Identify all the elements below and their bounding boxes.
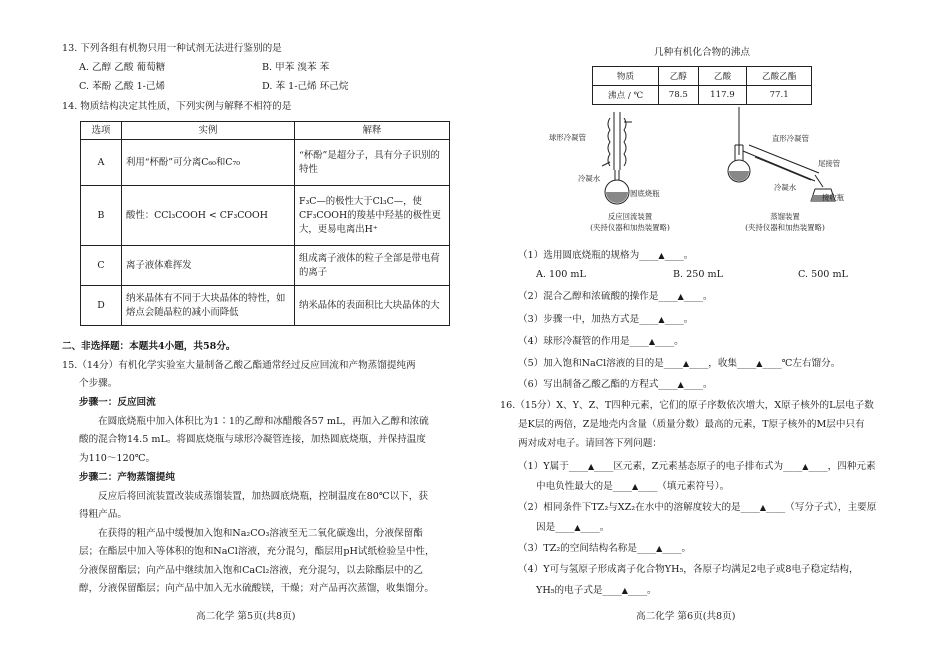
step1-line2: 酸的混合物14.5 mL。将圆底烧瓶与球形冷凝管连接，加热圆底烧瓶，并保持温度 xyxy=(79,434,426,445)
table-row xyxy=(81,246,450,286)
q16-sub2-line2: 因是____▲____。 xyxy=(536,522,610,533)
q15-stem-line2: 个步骤。 xyxy=(79,378,118,389)
answer-blank: ▲ xyxy=(574,523,581,532)
q16-sub3-text: （3）TZ₂的空间结构名称是 xyxy=(518,543,637,554)
answer-blank: ▲ xyxy=(802,462,809,471)
step2-line5: 分液保留酯层；向产品中继续加入饱和CaCl₂溶液，充分混匀，以去除酯层中的乙 xyxy=(79,565,423,576)
bp-value: 77.1 xyxy=(747,86,812,105)
q16-sub1-text: （1）Y属于 xyxy=(518,461,569,472)
q14-table xyxy=(80,121,450,326)
q14-row-option: C xyxy=(81,246,122,286)
q13-option-a: A. 乙醇 乙酸 葡萄糖 xyxy=(79,62,166,73)
q16-sub1-line2: 中电负性最大的是____▲____（填元素符号）。 xyxy=(536,481,730,492)
q15-sub1: （1）选用圆底烧瓶的规格为____▲____。 xyxy=(518,250,694,261)
caption-distillation: 蒸馏装置 xyxy=(770,212,800,221)
bp-header: 乙醇 xyxy=(658,67,698,86)
bp-header: 乙酸 xyxy=(698,67,747,86)
bp-header: 乙酸乙酯 xyxy=(747,67,812,86)
table-row xyxy=(81,286,450,326)
step2-title: 步骤二：产物蒸馏提纯 xyxy=(79,472,175,483)
step2-line3: 在获得的粗产品中缓慢加入饱和Na₂CO₃溶液至无二氧化碳逸出，分液保留酯 xyxy=(98,528,423,539)
table-row xyxy=(81,140,450,186)
label-round-flask: 圆底烧瓶 xyxy=(630,189,660,198)
q15-sub5-text: （5）加入饱和NaCl溶液的目的是 xyxy=(518,358,664,369)
q14-row-example: 离子液体难挥发 xyxy=(122,246,295,286)
q15-sub6-text: （6）写出制备乙酸乙酯的方程式 xyxy=(518,379,659,390)
q16-sub4-line2: YH₅的电子式是____▲____。 xyxy=(536,585,657,596)
step1-line1: 在圆底烧瓶中加入体积比为1∶1的乙醇和冰醋酸各57 mL，再加入乙醇和浓硫 xyxy=(98,416,429,427)
label-receiver: 接收瓶 xyxy=(822,193,845,202)
q15-sub1-option-b: B. 250 mL xyxy=(673,269,723,280)
answer-blank: ▲ xyxy=(756,359,763,368)
answer-blank: ▲ xyxy=(588,462,595,471)
boiling-point-table xyxy=(592,66,812,105)
footer-right: 高二化学 第6页(共8页) xyxy=(636,611,736,622)
q15-sub6: （6）写出制备乙酸乙酯的方程式____▲____。 xyxy=(518,379,713,390)
q14-row-example: 酸性：CCl₃COOH < CF₃COOH xyxy=(122,186,295,246)
q14-row-example: 利用“杯酚”可分离C₆₀和C₇₀ xyxy=(122,140,295,186)
answer-blank: ▲ xyxy=(759,503,766,512)
answer-blank: ▲ xyxy=(648,337,655,346)
q14-header-explain: 解释 xyxy=(295,122,450,140)
q15-sub5: （5）加入饱和NaCl溶液的目的是____▲____，收集____▲____℃左右馏分。 xyxy=(518,358,841,369)
answer-blank: ▲ xyxy=(658,315,665,324)
q16-sub1-end: ，四种元素 xyxy=(827,461,876,472)
q16-sub2-mid: （写分子式），主要原 xyxy=(785,502,877,513)
step1-title: 步骤一：反应回流 xyxy=(79,397,156,408)
bp-value: 78.5 xyxy=(658,86,698,105)
q15-sub2-text: （2）混合乙醇和浓硫酸的操作是 xyxy=(518,291,659,302)
q14-row-explain: 纳米晶体的表面积比大块晶体的大 xyxy=(295,286,450,326)
boiling-table-title: 几种有机化合物的沸点 xyxy=(654,47,750,58)
q14-stem: 14. 物质结构决定其性质，下列实例与解释不相符的是 xyxy=(62,101,292,112)
q14-row-option: A xyxy=(81,140,122,186)
answer-blank: ▲ xyxy=(677,292,684,301)
step2-line1: 反应后将回流装置改装成蒸馏装置，加热圆底烧瓶，控制温度在80℃以下，获 xyxy=(98,491,428,502)
q15-sub4: （4）球形冷凝管的作用是____▲____。 xyxy=(518,336,684,347)
q16-sub2: （2）相同条件下TZ₂与XZ₂在水中的溶解度较大的是____▲____（写分子式），主要原 xyxy=(518,502,877,513)
q16-sub2-text: （2）相同条件下TZ₂与XZ₂在水中的溶解度较大的是 xyxy=(518,502,741,513)
label-straight-condenser: 直形冷凝管 xyxy=(772,134,809,143)
q15-sub5-tail: ℃左右馏分。 xyxy=(781,358,841,369)
q15-sub1-text: （1）选用圆底烧瓶的规格为 xyxy=(518,250,640,261)
q16-sub4: （4）Y可与氢原子形成离子化合物YH₅，各原子均满足2电子或8电子稳定结构， xyxy=(518,564,859,575)
q13-option-c: C. 苯酚 乙酸 1-己烯 xyxy=(79,81,166,92)
q16-sub3: （3）TZ₂的空间结构名称是____▲____。 xyxy=(518,543,692,554)
label-spherical-condenser: 球形冷凝管 xyxy=(549,133,586,142)
bp-row-label: 沸点 / ℃ xyxy=(593,86,659,105)
q16-stem-line3: 两对成对电子。请回答下列问题： xyxy=(518,438,662,449)
q15-sub4-text: （4）球形冷凝管的作用是 xyxy=(518,336,630,347)
q14-row-example: 纳米晶体有不同于大块晶体的特性，如熔点会随晶粒的减小而降低 xyxy=(122,286,295,326)
q14-row-explain: F₃C—的极性大于Cl₃C—，使CF₃COOH的羧基中羟基的极性更大，更易电离出H⁺ xyxy=(295,186,450,246)
caption-reflux: 反应回流装置 xyxy=(607,212,653,221)
q14-header-option: 选项 xyxy=(81,122,122,140)
step2-line4: 层；在酯层中加入等体积的饱和NaCl溶液，充分混匀，酯层用pH试纸检验呈中性， xyxy=(79,546,435,557)
q16-sub1-mid: 区元素，Z元素基态原子的电子排布式为 xyxy=(613,461,784,472)
label-adapter: 尾接管 xyxy=(818,159,841,168)
q13-option-b: B. 甲苯 溴苯 苯 xyxy=(262,62,330,73)
q13-stem: 13. 下列各组有机物只用一种试剂无法进行鉴别的是 xyxy=(62,43,282,54)
q16-sub1-electroneg: 中电负性最大的是 xyxy=(536,481,613,492)
answer-blank: ▲ xyxy=(658,251,665,260)
caption-reflux-note: (夹持仪器和加热装置略) xyxy=(590,223,670,232)
q15-sub3: （3）步骤一中，加热方式是____▲____。 xyxy=(518,314,694,325)
section-heading: 二、非选择题：本题共4小题，共58分。 xyxy=(62,341,236,352)
q15-sub2: （2）混合乙醇和浓硫酸的操作是____▲____。 xyxy=(518,291,713,302)
q16-sub1: （1）Y属于____▲____区元素，Z元素基态原子的电子排布式为____▲____，四种元素 xyxy=(518,461,876,472)
step2-line2: 得粗产品。 xyxy=(79,509,127,520)
q16-sub1-note: （填元素符号）。 xyxy=(657,481,730,492)
answer-blank: ▲ xyxy=(631,482,639,491)
q15-sub1-option-a: A. 100 mL xyxy=(536,269,586,280)
q15-stem-line1: 15.（14分）有机化学实验室大量制备乙酸乙酯通常经过反应回流和产物蒸馏提纯两 xyxy=(62,360,416,371)
q13-option-d: D. 苯 1-己烯 环己烷 xyxy=(262,81,349,92)
q15-sub5-collect: ，收集 xyxy=(708,358,738,369)
q15-sub1-option-c: C. 500 mL xyxy=(798,269,848,280)
q16-sub4-text: YH₅的电子式是 xyxy=(536,585,603,596)
answer-blank: ▲ xyxy=(682,359,690,368)
answer-blank: ▲ xyxy=(677,380,684,389)
caption-distillation-note: (夹持仪器和加热装置略) xyxy=(745,223,825,232)
bp-value: 117.9 xyxy=(698,86,747,105)
q14-row-option: B xyxy=(81,186,122,246)
q14-row-option: D xyxy=(81,286,122,326)
q14-row-explain: 组成离子液体的粒子全部是带电荷的离子 xyxy=(295,246,450,286)
table-row xyxy=(81,186,450,246)
footer-left: 高二化学 第5页(共8页) xyxy=(196,611,296,622)
label-cooling-water-1: 冷凝水 xyxy=(578,174,601,183)
answer-blank: ▲ xyxy=(656,544,663,553)
label-cooling-water-2: 冷凝水 xyxy=(774,183,797,192)
step1-line3: 为110～120℃。 xyxy=(79,453,156,464)
q14-row-explain: “杯酚”是超分子，具有分子识别的特性 xyxy=(295,140,450,186)
bp-header: 物质 xyxy=(593,67,659,86)
q16-stem-line2: 是K层的两倍，Z是地壳内含量（质量分数）最高的元素，T原子核外的M层中只有 xyxy=(518,419,865,430)
answer-blank: ▲ xyxy=(621,586,628,595)
q16-stem-line1: 16.（15分）X、Y、Z、T四种元素，它们的原子序数依次增大，X原子核外的L层电子数 xyxy=(500,400,874,411)
q16-sub2-reason: 因是 xyxy=(536,522,556,533)
q15-sub3-text: （3）步骤一中，加热方式是 xyxy=(518,314,640,325)
q14-header-example: 实例 xyxy=(122,122,295,140)
step2-line6: 醇，分液保留酯层；向产品中加入无水硫酸镁，干燥；对产品再次蒸馏，收集馏分。 xyxy=(79,583,434,594)
